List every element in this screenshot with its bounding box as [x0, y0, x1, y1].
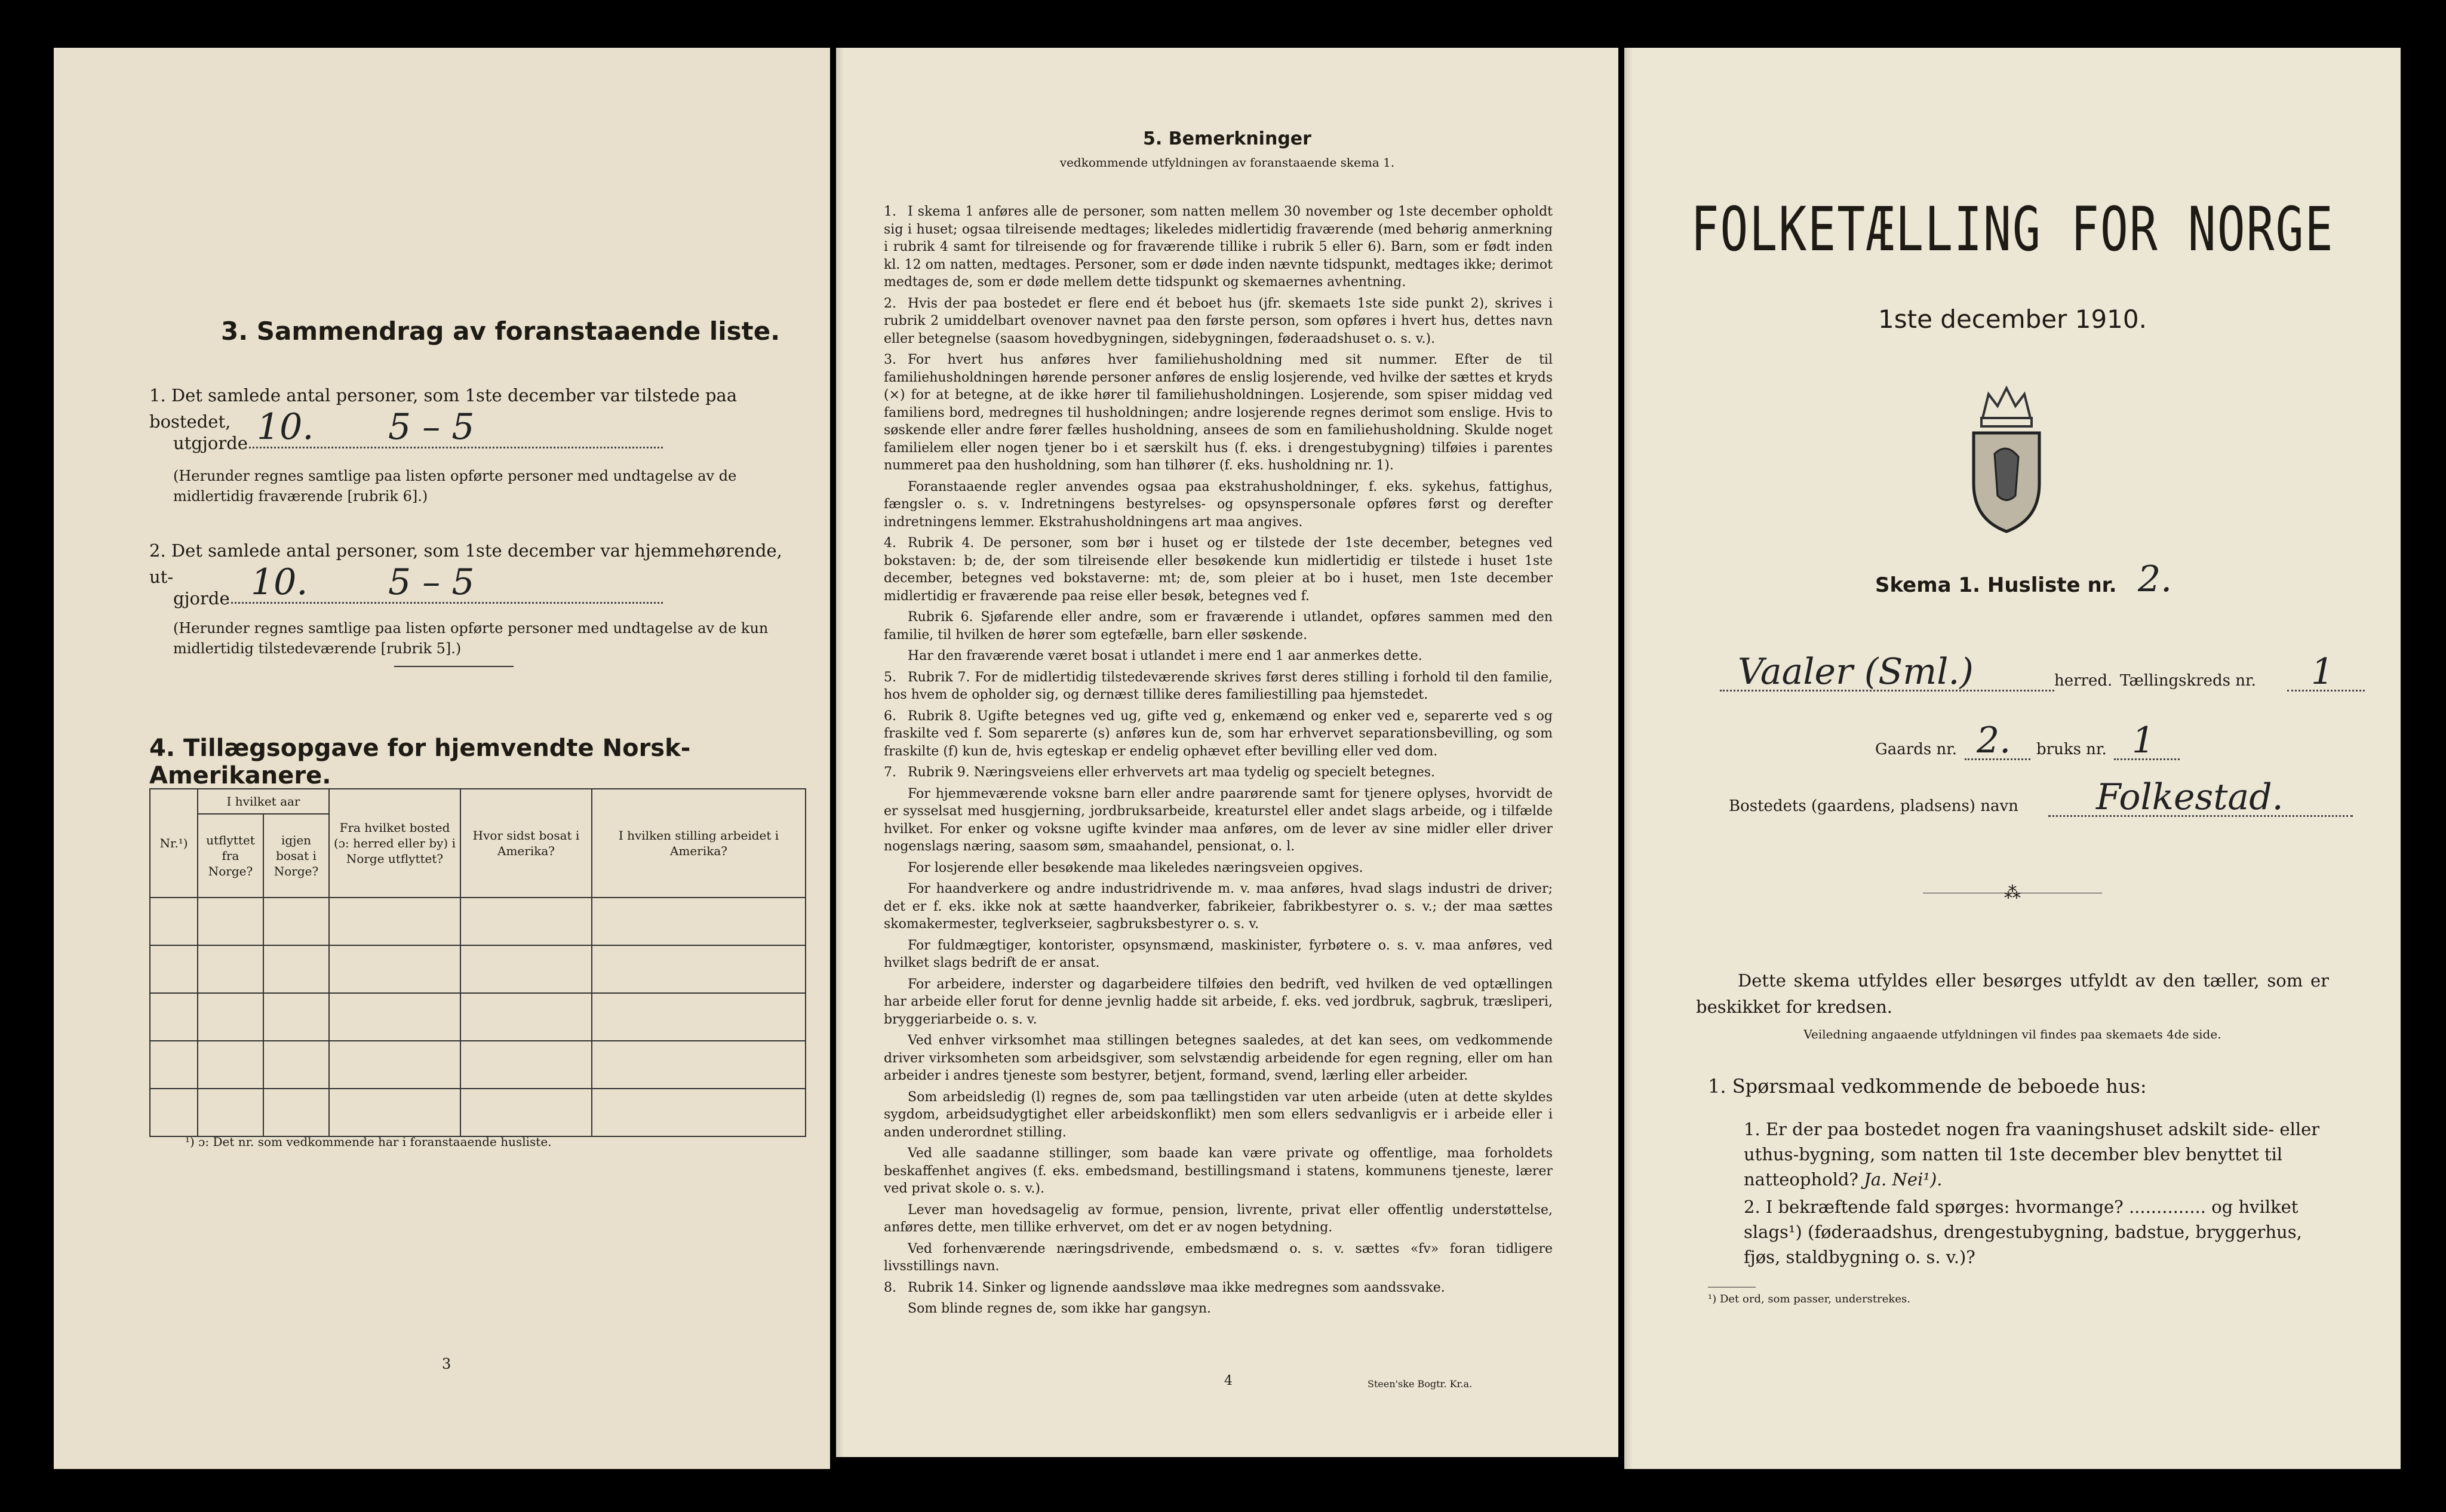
remark-text: Hvis der paa bostedet er flere end ét beboet hus (jfr. skemaets 1ste side punkt 2), skrives i rubrik 2 umiddelbart ovenover navnet paa den første person, som opføres i hvert hus, dettes navn eller betegnelse (saasom hovedbygningen, sidebygningen, føderaadshuset o. s. v.).	[884, 296, 1553, 346]
remark-text: Lever man hovedsagelig av formue, pension, livrente, privat eller offentlig understøttelse, anføres dette, men tillike erhvervet, om det er av nogen betydning.	[884, 1202, 1553, 1235]
remark-text: Rubrik 7. For de midlertidig tilstedeværende skrives først deres stilling i forhold til den familie, hos hvem de opholder sig, og dernæst tillike deres familiestilling paa hjemstedet.	[884, 669, 1553, 702]
remark-paragraph	[884, 1279, 1553, 1297]
page-number: 3	[442, 1356, 451, 1372]
table-row	[150, 898, 806, 945]
item1-note: (Herunder regnes samtlige paa listen opførte personer med undtagelse av de midlertidig fraværende [rubrik 6].)	[173, 468, 737, 505]
item2-gjorde: gjorde	[173, 588, 230, 609]
remark-number: 1.	[884, 204, 896, 219]
intro-text: Dette skema utfyldes eller besørges utfyldt av den tæller, som er beskikket for kredsen.	[1696, 970, 2329, 1017]
item2-hw-total: 10.	[251, 561, 308, 603]
remark-text: I skema 1 anføres alle de personer, som natten mellem 30 november og 1ste december opholdt sig i huset; ogsaa tilreisende medtages; likeledes midlertidig fraværende (med behørig anmerkning i rubrik 4 samt for tilreisende og for fraværende tillike i rubrik 5 eller 6). Barn, som er født inden kl. 12 om natten, medtages. Personer, som er døde inden nævnte tidspunkt, medtages ikke; derimot medtages de, som er døde mellem dette tidspunkt og skemaernes avhentning.	[884, 204, 1553, 290]
item1-hw-split: 5 – 5	[388, 406, 475, 448]
question-2: 2. I bekræftende fald spørges: hvormange? .............. og hvilket slags¹) (føderaadshus, drengestubygning, badstue, bryggerhus, fjøs, staldbygning o. s. v.)?	[1744, 1197, 2302, 1267]
item2-text: 2. Det samlede antal personer, som 1ste december var hjemmehørende, ut-	[149, 540, 782, 587]
divider	[394, 666, 514, 667]
census-title: FOLKETÆLLING FOR NORGE	[1691, 195, 2334, 265]
remark-text: Rubrik 9. Næringsveiens eller erhvervets art maa tydelig og specielt betegnes.	[908, 765, 1436, 780]
remark-text: Rubrik 6. Sjøfarende eller andre, som er fraværende i utlandet, opføres sammen med den familie, til hvilken de hører som egtefælle, barn eller søskende.	[884, 610, 1553, 643]
remark-paragraph	[884, 647, 1553, 665]
question-1	[1744, 1117, 2341, 1192]
remark-paragraph	[884, 203, 1553, 291]
remark-paragraph	[884, 1089, 1553, 1142]
remark-paragraph	[884, 764, 1553, 782]
question-heading: 1. Spørsmaal vedkommende de beboede hus:	[1708, 1075, 2147, 1098]
table-footnote: ¹) ɔ: Det nr. som vedkommende har i foranstaaende husliste.	[185, 1135, 552, 1149]
remark-paragraph	[884, 976, 1553, 1029]
remark-text: Foranstaaende regler anvendes ogsaa paa ekstrahusholdninger, f. eks. sykehus, fattighus, fængsler o. s. v. Indretningens bestyrelses- og opsynspersonale opføres først og derefter indretningens lemmer. Ekstrahusholdningens art maa angives.	[884, 479, 1553, 530]
veiledning-text: Veiledning angaaende utfyldningen vil findes paa skemaets 4de side.	[1803, 1027, 2221, 1041]
remark-text: For hjemmeværende voksne barn eller andre paarørende samt for tjenere oplyses, hvorvidt de er sysselsat med husgjerning, jordbruksarbeide, kreaturstel eller andet slags arbeide, og i tilfælde hvilket. For enker og voksne ugifte kvinder maa anføres, om de lever av sine midler eller driver nogenslags næring, saasom søm, smaahandel, pensionat, o. l.	[884, 786, 1553, 854]
col-igjen-bosat: igjen bosat i Norge?	[263, 814, 329, 898]
col-hvor-sidst: Hvor sidst bosat i Amerika?	[460, 789, 592, 898]
table-row	[150, 1089, 806, 1136]
census-date: 1ste december 1910.	[1878, 305, 2147, 334]
remarks-title: 5. Bemerkninger	[1143, 128, 1311, 149]
bosted-label: Bostedets (gaardens, pladsens) navn	[1729, 797, 2018, 815]
item1-text: 1. Det samlede antal personer, som 1ste december var tilstede paa bostedet,	[149, 385, 738, 432]
page-4	[836, 48, 1618, 1457]
remark-text: For hvert hus anføres hver familiehusholdning med sit nummer. Efter de til familiehusholdningen hørende personer anføres de enslig losjerende, ved hvilke der sættes et kryds (×) for at betegne, at de ikke hører til familiehusholdningen. Losjerende, som spiser middag ved familiens bord, medregnes til husholdningen; andre losjerende regnes derimot som enslige. Hvis to søskende eller andre fører fælles husholdning, ansees de som en familiehusholdning. Skulde noget familielem eller nogen tjener bo i et særskilt hus (f. eks. i drengestubygning) tilføies i parentes nummeret paa den husholdning, som han tilhører (f. eks. husholdning nr. 1).	[884, 352, 1553, 473]
remark-text: For haandverkere og andre industridrivende m. v. maa anføres, hvad slags industri de driver; det er f. eks. ikke nok at sætte haandverker, fabrikeier, fabrikbestyrer o. s. v.; der maa sættes skomakermester, teglverkseier, sagbruksbestyrer o. s. v.	[884, 881, 1553, 932]
remark-number: 6.	[884, 708, 896, 724]
hw-herred: Vaaler (Sml.)	[1738, 651, 1974, 693]
col-fra-hvilket: Fra hvilket bosted (ɔ: herred eller by) i Norge utflyttet?	[329, 789, 460, 898]
ornament-icon: ⁂	[2004, 883, 2021, 902]
remark-text: Rubrik 4. De personer, som bør i huset og er tilstede der 1ste december, betegnes ved bokstaven: b; de, der som tilreisende eller besøkende kun midlertidig er tilstede i huset 1ste december, betegnes ved bokstaverne: mt; de, som pleier at bo i huset, men 1ste december midlertidig er fraværende paa reise eller besøk, betegnes ved f.	[884, 536, 1553, 604]
remark-number: 7.	[884, 765, 896, 780]
remark-text: Som arbeidsledig (l) regnes de, som paa tællingstiden var uten arbeide (uten at dette skyldes sygdom, arbeidsudygtighet eller arbeidskonflikt) men som ellers sedvanligvis er i arbeide eller i anden underordnet stilling.	[884, 1089, 1553, 1140]
col-stilling: I hvilken stilling arbeidet i Amerika?	[592, 789, 806, 898]
remark-paragraph	[884, 880, 1553, 933]
remark-paragraph	[884, 534, 1553, 605]
table-row	[150, 1041, 806, 1089]
question-1-text: 1. Er der paa bostedet nogen fra vaaningshuset adskilt side- eller uthus-bygning, som natten til 1ste december blev benyttet til natteophold?	[1744, 1119, 2320, 1190]
remark-paragraph	[884, 295, 1553, 348]
remark-text: For losjerende eller besøkende maa likeledes næringsveien opgives.	[908, 860, 1363, 875]
remark-number: 5.	[884, 669, 896, 685]
page-3	[54, 48, 830, 1469]
remarks-subtitle: vedkommende utfyldningen av foranstaaende skema 1.	[1059, 155, 1395, 170]
col-utflyttet: utflyttet fra Norge?	[198, 814, 263, 898]
remark-paragraph	[884, 1032, 1553, 1085]
remark-number: 3.	[884, 352, 896, 367]
remark-text: Ved alle saadanne stillinger, som baade kan være private og offentlige, maa forholdets beskaffenhet angives (f. eks. embedsmand, bestillingsmand i statens, kommunens tjeneste, lærer ved privat skole o. s. v.).	[884, 1146, 1553, 1196]
hw-kreds: 1	[2311, 651, 2334, 693]
col-nr: Nr.¹)	[150, 789, 198, 898]
remark-text: Ved enhver virksomhet maa stillingen betegnes saaledes, at det kan sees, om vedkommende driver virksomheten som arbeidsgiver, som selvstændig arbeidende for egen regning, eller om han arbeider i andres tjeneste som bestyrer, betjent, formand, svend, lærling eller arbeider.	[884, 1033, 1553, 1083]
remark-number: 4.	[884, 536, 896, 551]
remark-paragraph	[884, 478, 1553, 531]
remark-paragraph	[884, 1145, 1553, 1198]
item2-note: (Herunder regnes samtlige paa listen opførte personer med undtagelse av de kun midlertidig tilstedeværende [rubrik 5].)	[173, 620, 769, 657]
remark-paragraph	[884, 1201, 1553, 1237]
table-row	[150, 993, 806, 1041]
remark-paragraph	[884, 669, 1553, 704]
remark-paragraph	[884, 1240, 1553, 1276]
page-1	[1624, 48, 2401, 1469]
section4-title: 4. Tillægsopgave for hjemvendte Norsk-Amerikanere.	[149, 735, 691, 789]
remark-text: Har den fraværende været bosat i utlandet i mere end 1 aar anmerkes dette.	[908, 649, 1422, 663]
item1-utgjorde: utgjorde	[173, 433, 248, 453]
page1-footnote: ¹) Det ord, som passer, understrekes.	[1708, 1293, 1910, 1305]
remark-paragraph	[884, 785, 1553, 856]
remark-number: 2.	[884, 296, 896, 311]
remark-text: For arbeidere, inderster og dagarbeidere tilføies den bedrift, ved hvilken de ved optællingen har arbeide eller forut for denne jevnlig hadde sit arbeide, f. eks. ved jordbruk, sagbruk, træsliperi, bryggeriarbeide o. s. v.	[884, 976, 1553, 1027]
remark-text: For fuldmægtiger, kontorister, opsynsmænd, maskinister, fyrbøtere o. s. v. maa anføres, ved hvilket slags bedrift de er ansat.	[884, 938, 1553, 970]
remark-paragraph	[884, 859, 1553, 877]
remark-paragraph	[884, 1300, 1553, 1318]
gaards-label: Gaards nr.	[1875, 740, 1958, 758]
section3-title: 3. Sammendrag av foranstaaende liste.	[221, 316, 780, 346]
remark-text: Ved forhenværende næringsdrivende, embedsmænd o. s. v. sættes «fv» foran tidligere livsstillings navn.	[884, 1241, 1553, 1274]
table-row	[150, 945, 806, 993]
hw-husliste: 2.	[2138, 558, 2172, 600]
remark-paragraph	[884, 708, 1553, 761]
schema-label: Skema 1. Husliste nr.	[1875, 573, 2117, 597]
hw-bosted: Folkestad.	[2096, 776, 2284, 818]
item2-hw-split: 5 – 5	[388, 561, 475, 603]
hw-gaards: 2.	[1977, 720, 2011, 761]
printer-mark: Steen'ske Bogtr. Kr.a.	[1368, 1378, 1473, 1390]
question-1-answer: Ja. Nei¹).	[1864, 1169, 1943, 1190]
remark-text: Rubrik 8. Ugifte betegnes ved ug, gifte ved g, enkemænd og enker ved e, separerte ved s og fraskilte ved f. Som separerte (s) anføres kun de, som har erhvervet separationsbevilling, og som fraskilte (f) kun de, hvis egteskap er endelig ophævet efter bevilling eller ved dom.	[884, 708, 1553, 759]
remark-number: 8.	[884, 1280, 896, 1295]
coat-of-arms-icon	[1959, 382, 2054, 537]
item1-hw-total: 10.	[257, 406, 314, 448]
remark-paragraph	[884, 609, 1553, 644]
bruks-label: bruks nr.	[2036, 740, 2107, 758]
page-number: 4	[1224, 1373, 1233, 1388]
kreds-label: Tællingskreds nr.	[2120, 672, 2256, 690]
herred-label: herred.	[2054, 672, 2113, 690]
col-i-hvilket-aar: I hvilket aar	[198, 789, 329, 814]
remark-paragraph	[884, 351, 1553, 475]
fold-shadow	[836, 48, 844, 1457]
remark-text: Som blinde regnes de, som ikke har gangsyn.	[908, 1301, 1211, 1316]
remark-paragraph	[884, 937, 1553, 972]
hw-bruks: 1	[2132, 720, 2155, 761]
norsk-amerikanere-table	[149, 788, 806, 1137]
remark-text: Rubrik 14. Sinker og lignende aandssløve maa ikke medregnes som aandssvake.	[908, 1280, 1445, 1295]
